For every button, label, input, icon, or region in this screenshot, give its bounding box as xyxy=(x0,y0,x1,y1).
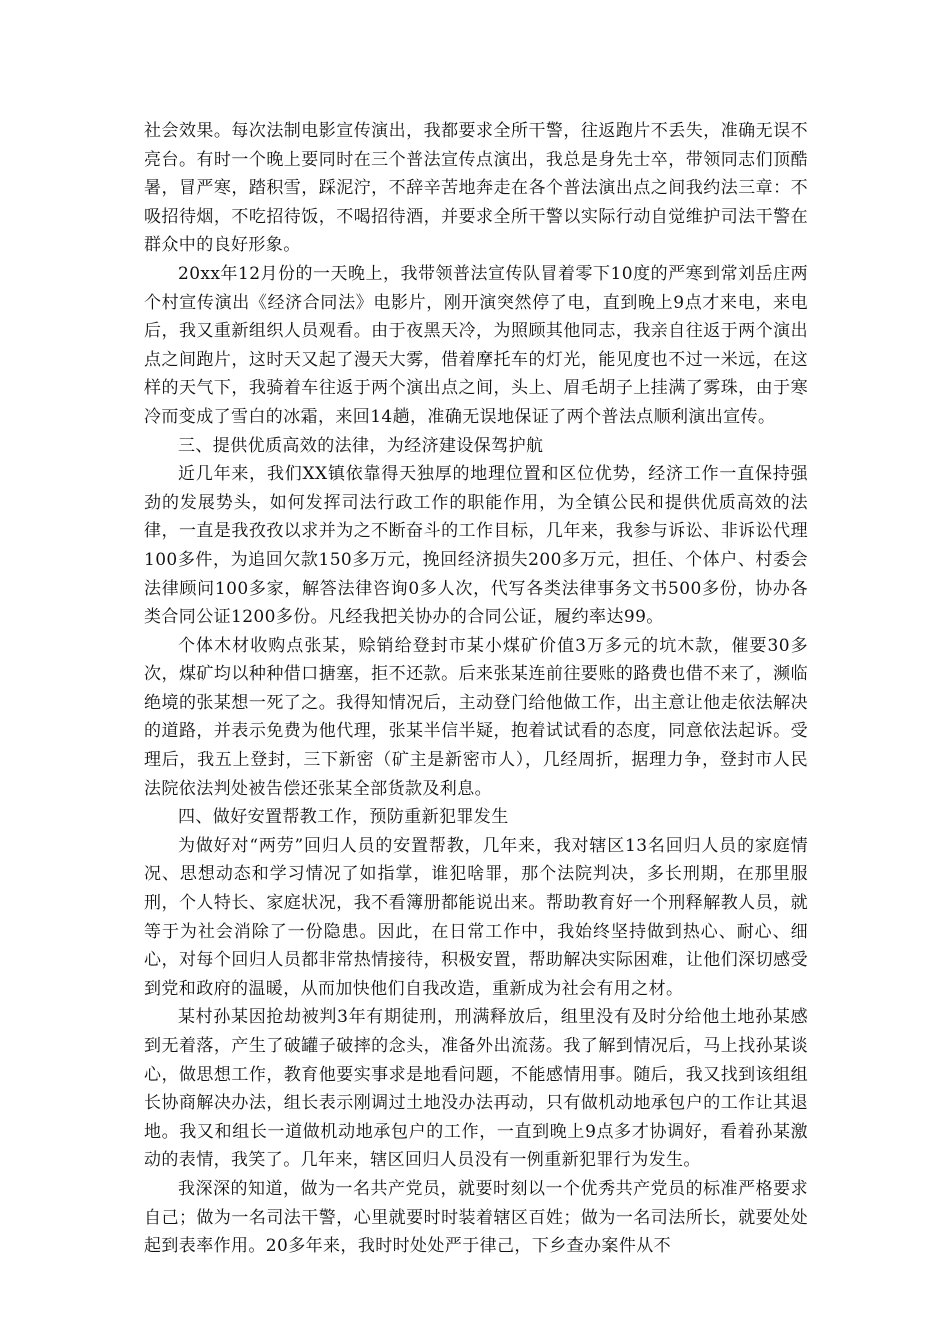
document-body xyxy=(144,117,808,1261)
paragraph-2: 20xx年12月份的一天晚上，我带领普法宣传队冒着零下10度的严寒到常刘岳庄两个村宣传演出《经济合同法》电影片，刚开演突然停了电，直到晚上9点才来电，来电后，我又重新组织人员观看。由于夜黑天冷，为照顾其他同志，我亲自往返于两个演出点之间跑片，这时天又起了漫天大雾，借着摩托车的灯光，能见度也不过一米远，在这样的天气下，我骑着车往返于两个演出点之间，头上、眉毛胡子上挂满了雾珠，由于寒冷而变成了雪白的冰霜，来回14趟，准确无误地保证了两个普法点顺利演出宣传。 xyxy=(144,263,808,427)
paragraph-7: 为做好对“两劳”回归人员的安置帮教，几年来，我对辖区13名回归人员的家庭情况、思想动态和学习情况了如指掌，谁犯啥罪，那个法院判决，多长刑期，在那里服刑，个人特长、家庭状况，我不看簿册都能说出来。帮助教育好一个刑释解教人员，就等于为社会消除了一份隐患。因此，在日常工作中，我始终坚持做到热心、耐心、细心，对每个回归人员都非常热情接待，积极安置，帮助解决实际困难，让他们深切感受到党和政府的温暖，从而加快他们自我改造，重新成为社会有用之材。 xyxy=(144,835,808,999)
section-heading-4: 四、做好安置帮教工作，预防重新犯罪发生 xyxy=(178,807,509,828)
section-heading-3: 三、提供优质高效的法律，为经济建设保驾护航 xyxy=(178,435,544,456)
paragraph-9: 我深深的知道，做为一名共产党员，就要时刻以一个优秀共产党员的标准严格要求自己；做为一名司法干警，心里就要时时装着辖区百姓；做为一名司法所长，就要处处起到表率作用。20多年来，我时时处处严于律己，下乡查办案件从不 xyxy=(144,1178,808,1257)
paragraph-1: 社会效果。每次法制电影宣传演出，我都要求全所干警，往返跑片不丢失，准确无误不亮台。有时一个晚上要同时在三个普法宣传点演出，我总是身先士卒，带领同志们顶酷暑，冒严寒，踏积雪，踩泥泞，不辞辛苦地奔走在各个普法演出点之间我约法三章：不吸招待烟，不吃招待饭，不喝招待酒，并要求全所干警以实际行动自觉维护司法干警在群众中的良好形象。 xyxy=(144,121,808,256)
paragraph-4: 近几年来，我们XX镇依靠得天独厚的地理位置和区位优势，经济工作一直保持强劲的发展势头，如何发挥司法行政工作的职能作用，为全镇公民和提供优质高效的法律，一直是我孜孜以求并为之不断奋斗的工作目标，几年来，我参与诉讼、非诉讼代理100多件，为追回欠款150多万元，挽回经济损失200多万元，担任、个体户、村委会法律顾问100多家，解答法律咨询0多人次，代写各类法律事务文书500多份，协办各类合同公证1200多份。凡经我把关协办的合同公证，履约率达99。 xyxy=(144,464,808,628)
paragraph-5: 个体木材收购点张某，赊销给登封市某小煤矿价值3万多元的坑木款，催要30多次，煤矿均以种种借口搪塞，拒不还款。后来张某连前往要账的路费也借不来了，濒临绝境的张某想一死了之。我得知情况后，主动登门给他做工作，出主意让他走依法解决的道路，并表示免费为他代理，张某半信半疑，抱着试试看的态度，同意依法起诉。受理后，我五上登封，三下新密（矿主是新密市人），几经周折，据理力争，登封市人民法院依法判处被告偿还张某全部货款及利息。 xyxy=(144,635,808,799)
paragraph-8: 某村孙某因抢劫被判3年有期徒刑，刑满释放后，组里没有及时分给他土地孙某感到无着落，产生了破罐子破摔的念头，准备外出流荡。我了解到情况后，马上找孙某谈心，做思想工作，教育他要实事求是地看问题，不能感情用事。随后，我又找到该组组长协商解决办法，组长表示刚调过土地没办法再动，只有做机动地承包户的工作让其退地。我又和组长一道做机动地承包户的工作，一直到晚上9点多才协调好，看着孙某激动的表情，我笑了。几年来，辖区回归人员没有一例重新犯罪行为发生。 xyxy=(144,1007,808,1171)
